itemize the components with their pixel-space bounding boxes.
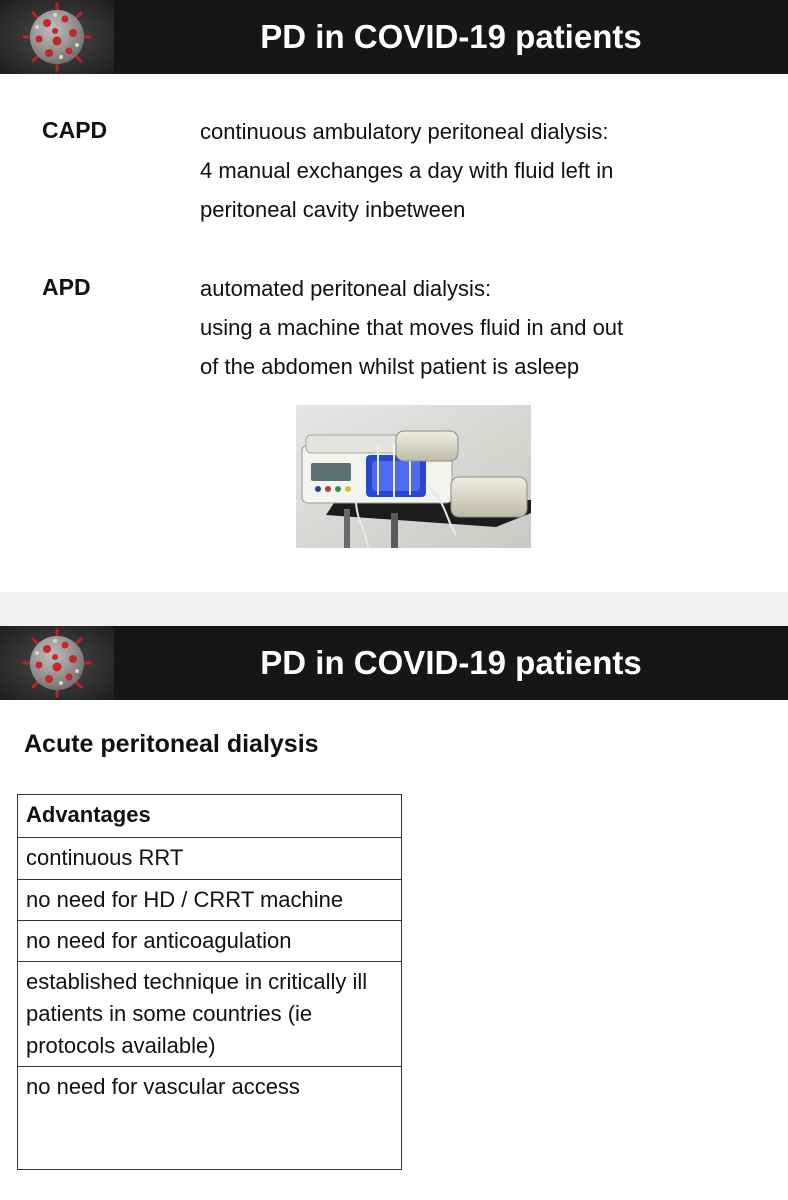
coronavirus-icon [0, 0, 114, 74]
slide-header [0, 626, 788, 700]
term-capd: CAPD [42, 117, 108, 143]
definition-line: using a machine that moves fluid in and out [200, 315, 624, 340]
section-subtitle: Acute peritoneal dialysis [24, 730, 319, 758]
definition-line: of the abdomen whilst patient is asleep [200, 354, 580, 379]
table-cell: no need for anticoagulation [18, 921, 402, 962]
table-row [18, 838, 402, 880]
table-row [18, 962, 402, 1067]
table-cell: no need for vascular access [18, 1067, 402, 1170]
definition-apd [200, 269, 760, 386]
slide-header [0, 0, 788, 74]
slide-2 [0, 626, 788, 1200]
slide-title: PD in COVID-19 patients [260, 18, 642, 55]
definition-line: automated peritoneal dialysis: [200, 276, 492, 301]
table-row [18, 880, 402, 921]
table-header-row [18, 795, 402, 838]
definition-line: continuous ambulatory peritoneal dialysis: [200, 119, 609, 144]
definition-line: peritoneal cavity inbetween [200, 197, 466, 222]
apd-machine-image [296, 405, 531, 548]
table-row [18, 921, 402, 962]
table-header-cell: Advantages [18, 795, 402, 838]
table-row [18, 1067, 402, 1170]
coronavirus-icon [0, 626, 114, 700]
table-cell: established technique in critically ill patients in some countries (ie protocols available) [18, 962, 402, 1067]
slide-separator [0, 592, 788, 626]
advantages-table [17, 794, 402, 1170]
definition-capd [200, 112, 760, 229]
term-apd: APD [42, 274, 91, 300]
slide-1 [0, 0, 788, 592]
slide-title: PD in COVID-19 patients [260, 644, 642, 681]
table-cell: continuous RRT [18, 838, 402, 880]
table-cell: no need for HD / CRRT machine [18, 880, 402, 921]
definition-line: 4 manual exchanges a day with fluid left in [200, 158, 614, 183]
